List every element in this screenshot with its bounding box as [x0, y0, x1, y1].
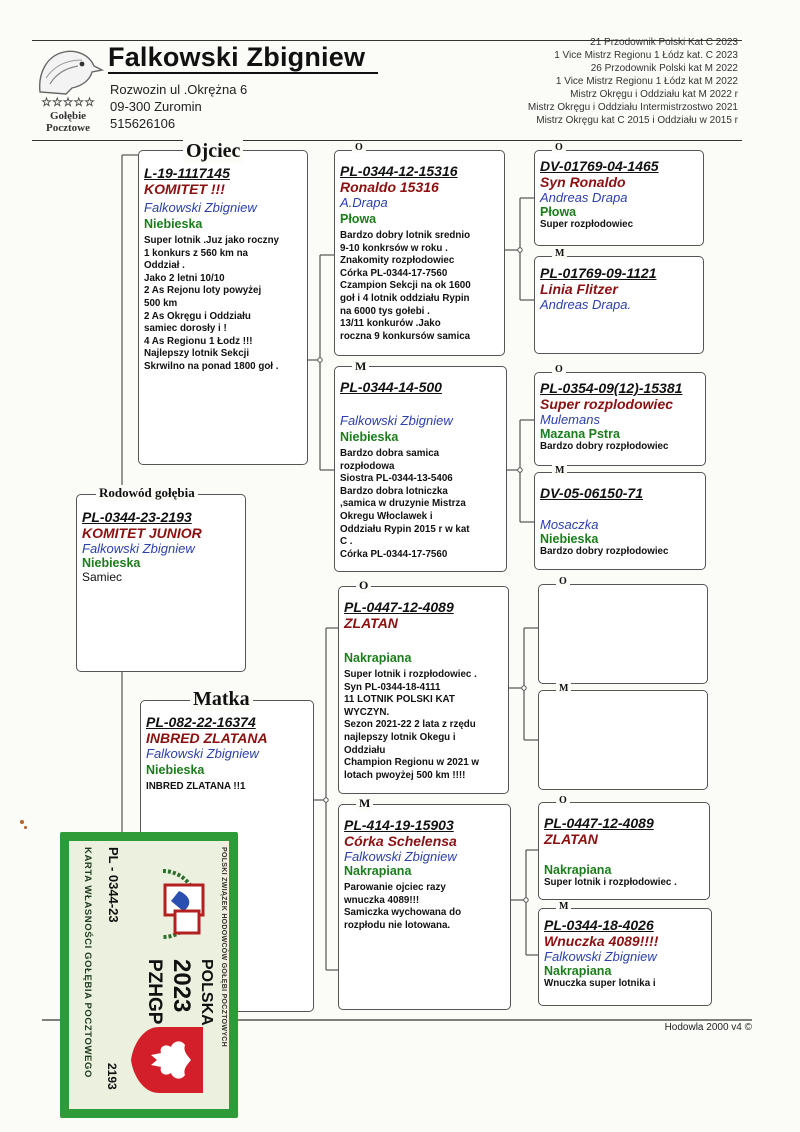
mf-ring: PL-0447-12-4089 [344, 599, 454, 615]
subject-color: Niebieska [82, 556, 141, 570]
stain-mark [24, 826, 27, 829]
fmm-description: Bardzo dobry rozpłodowiec [540, 546, 669, 557]
logo-text-line2: Pocztowe [46, 122, 90, 134]
fmm-color: Niebieska [540, 532, 599, 546]
mmm-box[interactable] [538, 908, 712, 1006]
logo-text-line1: Gołębie [49, 110, 87, 122]
ffm-name: Linia Flitzer [540, 281, 618, 297]
ffm-ring: PL-01769-09-1121 [540, 265, 657, 281]
subject-ring: PL-0344-23-2193 [82, 509, 192, 525]
card-title: KARTA WŁASNOŚCI GOŁĘBIA POCZTOWEGO [82, 847, 93, 1078]
fmf-description: Bardzo dobry rozpłodowiec [540, 441, 669, 452]
mmf-ring: PL-0447-12-4089 [544, 815, 654, 831]
ffm-owner: Andreas Drapa. [540, 297, 632, 312]
fmf-color: Mazana Pstra [540, 427, 620, 441]
mff-box-empty[interactable] [538, 584, 708, 684]
polish-eagle-emblem-icon [129, 1025, 205, 1095]
mf-description: Super lotnik i rozpłodowiec . Syn PL-0344-18-4111 11 LOTNIK POLSKI KAT WYCZYN. Sezon 2021-22 2 lata z rzędu najlepszy lotnik Okegu i Oddziału Champion Regionu w 2021 w lotach pwoyżej 500 km !!!! [344, 669, 479, 781]
mmm-label: M [556, 901, 571, 912]
title-line: 21 Przodownik Polski Kat C 2023 [590, 37, 738, 48]
mmf-color: Nakrapiana [544, 863, 612, 877]
mm-description: Parowanie ojciec razy wnuczka 4089!!! Samiczka wychowana do rozpłodu nie lotowana. [344, 882, 462, 931]
subject-owner: Falkowski Zbigniew [82, 541, 195, 556]
mm-owner: Falkowski Zbigniew [344, 849, 457, 864]
mfm-label: M [556, 683, 571, 694]
fm-name [340, 395, 501, 413]
fff-owner: Andreas Drapa [540, 190, 628, 205]
address-line1: Rozwozin ul .Okrężna 6 [110, 82, 248, 97]
title-line: 1 Vice Mistrz Regionu 1 Łódz kat. C 2023 [554, 50, 738, 61]
pzhgp-emblem-icon [133, 861, 213, 947]
mf-box[interactable] [338, 586, 509, 794]
ownership-card [60, 832, 238, 1118]
card-year: 2023 [168, 959, 195, 1013]
mm-ring: PL-414-19-15903 [344, 817, 454, 833]
father-ring: L-19-1117145 [144, 165, 230, 181]
software-footer: Hodowla 2000 v4 © [664, 1022, 752, 1033]
father-name: KOMITET !!! [144, 181, 225, 197]
father-box[interactable] [138, 150, 308, 465]
mm-box[interactable] [338, 804, 511, 1010]
fm-color: Niebieska [340, 430, 399, 444]
fmf-box[interactable] [534, 372, 706, 466]
fmm-ring: DV-05-06150-71 [540, 485, 643, 501]
mfm-box-empty[interactable] [538, 690, 708, 790]
stain-mark [20, 820, 24, 824]
card-org-name: POLSKI ZWIĄZEK HODOWCÓW GOŁĘBI POCZTOWYCH [220, 847, 227, 1047]
fff-description: Super rozpłodowiec [540, 219, 634, 230]
mf-name: ZLATAN [344, 615, 398, 631]
mm-color: Nakrapiana [344, 864, 412, 878]
fm-ring: PL-0344-14-500 [340, 379, 442, 395]
ffm-box[interactable] [534, 256, 704, 354]
fmm-box[interactable] [534, 472, 706, 570]
ff-color: Płowa [340, 212, 377, 226]
fm-owner: Falkowski Zbigniew [340, 413, 453, 428]
fmf-ring: PL-0354-09(12)-15381 [540, 380, 683, 396]
title-line: Mistrz Okręgu i Oddziału Intermistrzostwo 2021 [527, 102, 738, 113]
mother-label: Matka [190, 688, 253, 711]
father-color: Niebieska [144, 217, 203, 231]
fm-description: Bardzo dobra samica rozpłodowa Siostra PL-0344-13-5406 Bardzo dobra lotniczka ,samica w druzynie Mistrza Okregu Włoclawek i Oddziału Rypin 2015 r w kat C . Córka PL-0344-17-7560 [340, 448, 470, 560]
fff-color: Płowa [540, 205, 577, 219]
ff-box[interactable] [334, 150, 505, 356]
ff-description: Bardzo dobry lotnik srednio 9-10 konkrsów w roku . Znakomity rozpłodowiec Córka PL-0344-17-7560 Czampion Sekcji na ok 1600 goł i 4 lotnik oddziału Rypin na 6000 tys gołebi . 13/11 konkurów .Jako roczna 9 konkursów samica [340, 230, 471, 342]
mmm-description: Wnuczka super lotnika i [544, 978, 656, 989]
mf-owner [344, 631, 503, 649]
father-label: Ojciec [183, 140, 243, 163]
fmm-name [540, 501, 700, 517]
fmf-owner: Mulemans [540, 412, 600, 427]
ff-label: O [352, 142, 366, 153]
subject-box[interactable] [76, 494, 246, 672]
fff-box[interactable] [534, 150, 704, 246]
mff-label: O [556, 576, 570, 587]
mother-description: INBRED ZLATANA !!1 [146, 781, 246, 792]
fm-label: M [352, 359, 369, 374]
mother-owner: Falkowski Zbigniew [146, 746, 259, 761]
mmm-color: Nakrapiana [544, 964, 612, 978]
ff-owner: A.Drapa [340, 195, 388, 210]
card-country: POLSKA [198, 959, 215, 1026]
mmf-owner [544, 847, 704, 863]
mmm-owner: Falkowski Zbigniew [544, 949, 657, 964]
subject-sex: Samiec [82, 570, 123, 584]
mother-color: Niebieska [146, 763, 205, 777]
title-line: Mistrz Okręgu i Oddziału kat M 2022 r [570, 89, 738, 100]
fm-box[interactable] [334, 366, 507, 572]
mf-color: Nakrapiana [344, 651, 412, 665]
mmf-name: ZLATAN [544, 831, 598, 847]
ffm-label: M [552, 248, 567, 259]
mmm-name: Wnuczka 4089!!!! [544, 933, 659, 949]
title-line: 26 Przodownik Polski kat M 2022 [590, 63, 738, 74]
mmf-description: Super lotnik i rozpłodowiec . [544, 877, 677, 888]
pedigree-label: Rodowód gołębia [96, 485, 198, 501]
fmf-label: O [552, 364, 566, 375]
fff-label: O [552, 142, 566, 153]
mother-ring: PL-082-22-16374 [146, 714, 256, 730]
ff-ring: PL-0344-12-15316 [340, 163, 458, 179]
fff-name: Syn Ronaldo [540, 174, 626, 190]
address-line2: 09-300 Zuromin [110, 99, 202, 114]
fff-ring: DV-01769-04-1465 [540, 158, 659, 174]
card-acronym: PZHGP [144, 959, 165, 1025]
breeder-name: Falkowski Zbigniew [108, 42, 366, 72]
subject-name: KOMITET JUNIOR [82, 525, 202, 541]
father-description: Super lotnik .Juz jako roczny 1 konkurs z 560 km na Oddział . Jako 2 letni 10/10 2 As Rejonu loty powyżej 500 km 2 As Okręgu i Oddziału samiec dorosły i ! 4 As Regionu 1 Łodz !!! Najlepszy lotnik Sekcji Skrwilno na ponad 1800 goł . [144, 235, 280, 372]
ff-name: Ronaldo 15316 [340, 179, 439, 195]
title-line: 1 Vice Mistrz Regionu 1 Łódz kat M 2022 [555, 76, 738, 87]
fmm-owner: Mosaczka [540, 517, 599, 532]
fmf-name: Super rozplodowiec [540, 396, 674, 412]
card-ring-number: 2193 [105, 1063, 119, 1090]
mmf-label: O [556, 795, 570, 806]
phone-number: 515626106 [110, 116, 176, 131]
mf-label: O [356, 578, 371, 593]
mmm-ring: PL-0344-18-4026 [544, 917, 654, 933]
mm-name: Córka Schelensa [344, 833, 457, 849]
father-owner: Falkowski Zbigniew [144, 200, 257, 215]
fmm-label: M [552, 465, 567, 476]
title-line: Mistrz Okręgu kat C 2015 i Oddziału w 2015 r [536, 115, 738, 126]
mother-name: INBRED ZLATANA [146, 730, 268, 746]
mm-label: M [356, 796, 373, 811]
ownership-card-inner [69, 841, 229, 1109]
mmf-box[interactable] [538, 802, 710, 900]
logo-stars: ☆☆☆☆☆ [41, 95, 95, 109]
card-ring-prefix: PL - 0344-23 [106, 847, 121, 923]
